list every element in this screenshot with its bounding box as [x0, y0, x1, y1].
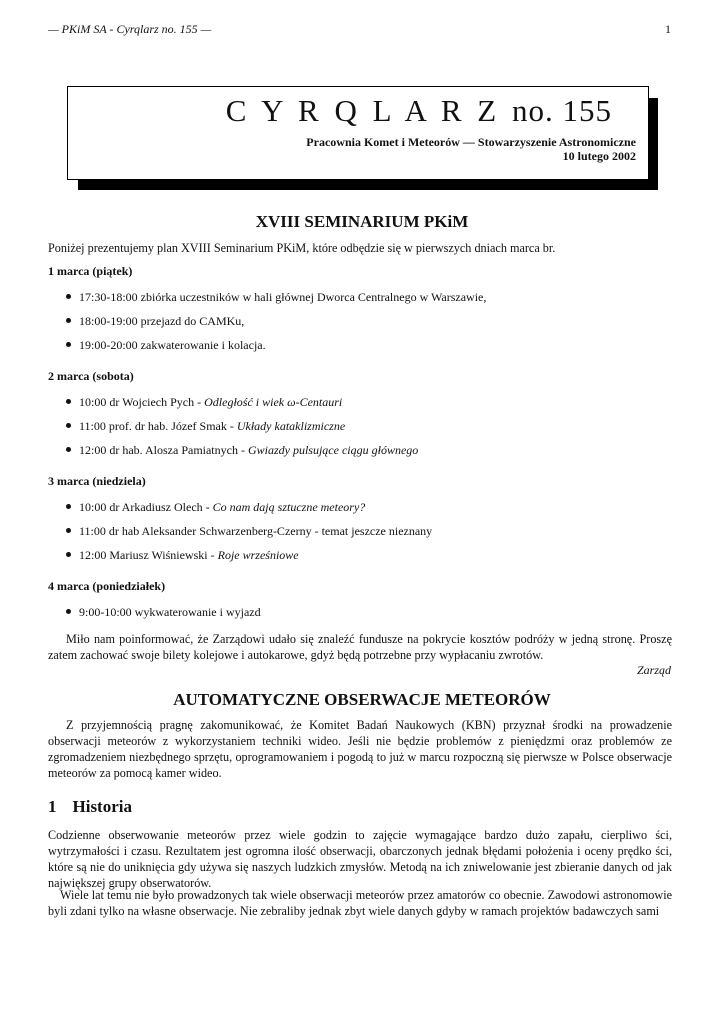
list-item: 12:00 Mariusz Wiśniewski - Roje wrześniowe — [66, 548, 299, 563]
bullet-icon — [66, 447, 71, 452]
masthead — [67, 86, 649, 180]
bullet-icon — [66, 609, 71, 614]
talk-title: Układy kataklizmiczne — [236, 419, 346, 433]
seminar-closing: Miło nam poinformować, że Zarządowi udało się znaleźć fundusze na pokrycie kosztów podróży w jedną stronę. Proszę zatem zachować swoje bilety kolejowe i autokarowe, gdyż będą potrzebne przy wypłacaniu zwrotów. — [48, 632, 672, 662]
historia-paragraph-2: Wiele lat temu nie było prowadzonych tak wiele obserwacji meteorów przez amatorów co obecnie. Zawodowi astronomowie byli zdani tylko na własne obserwacje. Nie zebraliby jednak zbyt wiele danych gdyby w ramach projektów badawczych sami — [48, 888, 672, 918]
section-number: 1 — [48, 797, 57, 816]
journal-name: C Y R Q L A R Z — [225, 93, 501, 128]
list-item: 9:00-10:00 wykwaterowanie i wyjazd — [66, 605, 261, 620]
talk-title: Roje wrześniowe — [217, 548, 299, 562]
seminar-intro: Poniżej prezentujemy plan XVIII Seminarium PKiM, które odbędzie się w pierwszych dniach marca br. — [48, 241, 556, 255]
section-heading — [48, 797, 132, 817]
talk-title: Gwiazdy pulsujące ciągu głównego — [247, 443, 419, 457]
auto-obs-paragraph: Z przyjemnością pragnę zakomunikować, że Komitet Badań Naukowych (KBN) przyznał środki na prowadzenie obserwacji meteorów z wykorzystaniem techniki wideo. Jeśli nie będzie problemów z pieniędzmi oraz problemów ze zgromadzeniem niezbędnego sprzętu, oprogramowaniem i pogodą to już w marcu rozpoczną się pierwsze w Polsce obserwacje meteorów za pomocą kamer wideo. — [48, 718, 672, 780]
masthead-title — [226, 93, 612, 129]
issue-number: no. 155 — [512, 93, 612, 128]
bullet-icon — [66, 399, 71, 404]
bullet-icon — [66, 294, 71, 299]
list-item: 10:00 dr Wojciech Pych - Odległość i wiek ω-Centauri — [66, 395, 342, 410]
bullet-icon — [66, 318, 71, 323]
signature: Zarząd — [636, 663, 671, 677]
bullet-icon — [66, 504, 71, 509]
day-heading: 3 marca (niedziela) — [48, 474, 146, 488]
section-title: Historia — [72, 797, 132, 816]
list-item: 11:00 dr hab Aleksander Schwarzenberg-Czerny - temat jeszcze nieznany — [66, 524, 432, 539]
list-item: 19:00-20:00 zakwaterowanie i kolacja. — [66, 338, 266, 353]
masthead-subtitle — [306, 135, 636, 163]
list-item: 18:00-19:00 przejazd do CAMKu, — [66, 314, 244, 329]
list-item: 12:00 dr hab. Alosza Pamiatnych - Gwiazdy pulsujące ciągu głównego — [66, 443, 418, 458]
talk-title: Odległość i wiek ω-Centauri — [204, 395, 343, 409]
list-item: 10:00 dr Arkadiusz Olech - Co nam dają sztuczne meteory? — [66, 500, 365, 515]
day-heading: 2 marca (sobota) — [48, 369, 134, 383]
bullet-icon — [66, 423, 71, 428]
issue-date: 10 lutego 2002 — [562, 149, 636, 163]
day-heading: 4 marca (poniedziałek) — [48, 579, 166, 593]
bullet-icon — [66, 528, 71, 533]
day-heading: 1 marca (piątek) — [48, 264, 133, 278]
list-item: 17:30-18:00 zbiórka uczestników w hali głównej Dworca Centralnego w Warszawie, — [66, 290, 486, 305]
bullet-icon — [66, 342, 71, 347]
page-number: 1 — [665, 22, 671, 36]
running-title: — PKiM SA - Cyrqlarz no. 155 — — [48, 22, 212, 36]
talk-title: Co nam dają sztuczne meteory? — [212, 500, 366, 514]
list-item: 11:00 prof. dr hab. Józef Smak - Układy kataklizmiczne — [66, 419, 345, 434]
bullet-icon — [66, 552, 71, 557]
running-header — [48, 22, 671, 37]
organization: Pracownia Komet i Meteorów — Stowarzyszenie Astronomiczne — [306, 135, 636, 149]
auto-obs-title: AUTOMATYCZNE OBSERWACJE METEORÓW — [173, 690, 551, 709]
seminar-title: XVIII SEMINARIUM PKiM — [255, 212, 469, 231]
historia-paragraph-1: Codzienne obserwowanie meteorów przez wiele godzin to zajęcie wymagające bardzo dużo zapału, cierpliwo ści, wytrzymałości i czasu. Rezultatem jest ogromna ilość obserwacji, obarczonych jednak błędami położenia i oceny prędko ści, które są nie do uniknięcia gdy używa się naszych ludzkich zmysłów. Metodą na ich zniwelowanie jest zbieranie danych od jak największej grupy obserwatorów. — [48, 828, 672, 890]
